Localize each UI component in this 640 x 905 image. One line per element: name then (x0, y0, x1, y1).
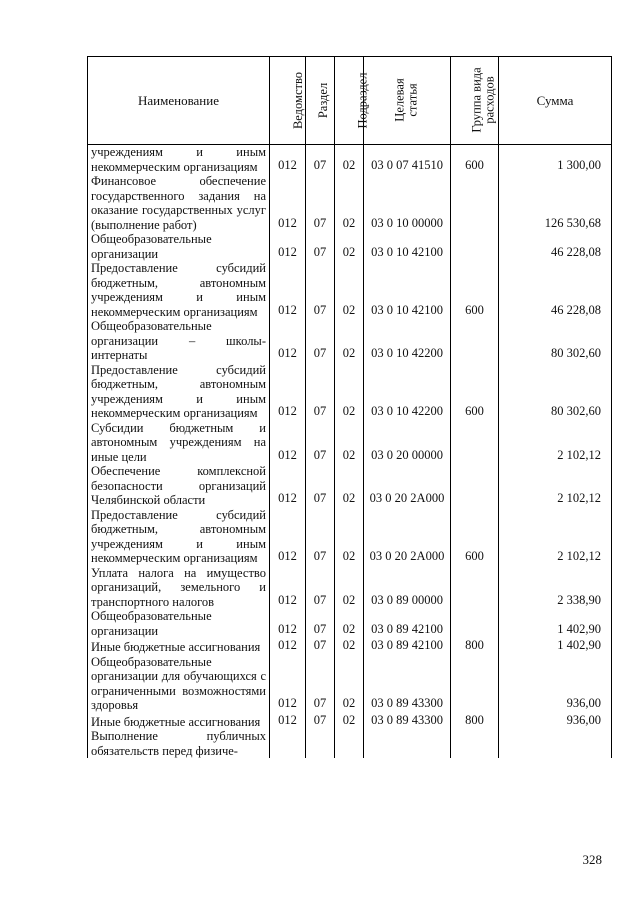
row-section: 07 (306, 464, 335, 508)
row-subsection: 02 (335, 713, 364, 730)
row-group (451, 174, 499, 232)
row-ministry (270, 729, 306, 758)
row-target: 03 0 89 00000 (364, 566, 451, 610)
row-subsection: 02 (335, 232, 364, 261)
row-group (451, 729, 499, 758)
row-section: 07 (306, 638, 335, 655)
row-ministry: 012 (270, 508, 306, 566)
table-row (88, 464, 612, 508)
row-group (451, 232, 499, 261)
row-name: Выполнение публичных обязательств перед физиче- (88, 729, 270, 758)
row-section: 07 (306, 174, 335, 232)
row-name: Финансовое обеспечение государственного задания на оказание государственных услуг (выполнение работ) (88, 174, 270, 232)
row-subsection: 02 (335, 145, 364, 175)
row-sum: 1 402,90 (499, 609, 612, 638)
row-section: 07 (306, 232, 335, 261)
table-row (88, 609, 612, 638)
row-ministry: 012 (270, 464, 306, 508)
row-name: Иные бюджетные ассигнования (88, 713, 270, 730)
row-group: 800 (451, 713, 499, 730)
row-subsection: 02 (335, 464, 364, 508)
table-row (88, 566, 612, 610)
row-ministry: 012 (270, 421, 306, 465)
table-row (88, 319, 612, 363)
table-row (88, 363, 612, 421)
row-sum: 2 338,90 (499, 566, 612, 610)
row-sum: 2 102,12 (499, 421, 612, 465)
row-ministry: 012 (270, 319, 306, 363)
row-section: 07 (306, 145, 335, 175)
row-group: 800 (451, 638, 499, 655)
table-row (88, 638, 612, 655)
row-ministry: 012 (270, 609, 306, 638)
table-row (88, 232, 612, 261)
row-section: 07 (306, 609, 335, 638)
row-subsection: 02 (335, 363, 364, 421)
row-subsection: 02 (335, 421, 364, 465)
row-group: 600 (451, 508, 499, 566)
row-name: Предоставление субсидий бюджетным, автономным учреждениям и иным некоммерческим организациям (88, 363, 270, 421)
row-name: Общеобразовательные организации – школы-интернаты (88, 319, 270, 363)
row-target: 03 0 20 00000 (364, 421, 451, 465)
budget-table (87, 56, 612, 758)
row-name: Общеобразовательные организации для обучающихся с ограниченными возможностями здоровья (88, 655, 270, 713)
row-subsection: 02 (335, 566, 364, 610)
row-sum: 46 228,08 (499, 232, 612, 261)
row-target: 03 0 20 2А000 (364, 508, 451, 566)
table-row (88, 261, 612, 319)
table-row (88, 655, 612, 713)
row-ministry: 012 (270, 566, 306, 610)
row-section: 07 (306, 421, 335, 465)
row-sum: 936,00 (499, 655, 612, 713)
row-sum: 1 402,90 (499, 638, 612, 655)
table-row (88, 729, 612, 758)
row-section: 07 (306, 363, 335, 421)
row-group (451, 655, 499, 713)
row-section: 07 (306, 261, 335, 319)
table-row (88, 713, 612, 730)
header-ministry: Ведомство (270, 57, 306, 145)
row-name: Иные бюджетные ассигнования (88, 638, 270, 655)
row-subsection: 02 (335, 174, 364, 232)
row-group (451, 421, 499, 465)
header-group: Группа вида расходов (451, 57, 499, 145)
row-sum: 80 302,60 (499, 319, 612, 363)
row-sum: 80 302,60 (499, 363, 612, 421)
row-sum: 2 102,12 (499, 464, 612, 508)
header-target: Целевая статья (364, 57, 451, 145)
row-group: 600 (451, 261, 499, 319)
row-name: Уплата налога на имущество организаций, земельного и транспортного налогов (88, 566, 270, 610)
row-section (306, 729, 335, 758)
table-body (88, 145, 612, 759)
row-section: 07 (306, 655, 335, 713)
row-target: 03 0 89 42100 (364, 609, 451, 638)
page-number: 328 (582, 852, 602, 867)
row-target: 03 0 07 41510 (364, 145, 451, 175)
row-subsection: 02 (335, 638, 364, 655)
row-ministry: 012 (270, 655, 306, 713)
row-target: 03 0 20 2А000 (364, 464, 451, 508)
header-sum: Сумма (499, 57, 612, 145)
row-subsection: 02 (335, 609, 364, 638)
row-group (451, 319, 499, 363)
row-name: Субсидии бюджетным и автономным учреждениям на иные цели (88, 421, 270, 465)
row-name: Обеспечение комплексной безопасности организаций Челябинской области (88, 464, 270, 508)
row-target: 03 0 10 42200 (364, 319, 451, 363)
row-name: Предоставление субсидий бюджетным, автономным учреждениям и иным некоммерческим организациям (88, 261, 270, 319)
row-group: 600 (451, 145, 499, 175)
header-section: Раздел (306, 57, 335, 145)
table-row (88, 508, 612, 566)
row-ministry: 012 (270, 363, 306, 421)
row-subsection: 02 (335, 261, 364, 319)
row-subsection: 02 (335, 508, 364, 566)
row-name: Общеобразовательные организации (88, 232, 270, 261)
row-section: 07 (306, 319, 335, 363)
row-sum: 2 102,12 (499, 508, 612, 566)
table-row (88, 174, 612, 232)
row-section: 07 (306, 566, 335, 610)
row-group: 600 (451, 363, 499, 421)
table-row (88, 421, 612, 465)
row-subsection: 02 (335, 655, 364, 713)
row-name: учреждениям и иным некоммерческим организациям (88, 145, 270, 175)
row-sum: 936,00 (499, 713, 612, 730)
row-target: 03 0 89 43300 (364, 655, 451, 713)
row-target: 03 0 10 42100 (364, 261, 451, 319)
row-group (451, 609, 499, 638)
row-ministry: 012 (270, 174, 306, 232)
row-target: 03 0 10 00000 (364, 174, 451, 232)
row-target: 03 0 89 43300 (364, 713, 451, 730)
row-sum: 46 228,08 (499, 261, 612, 319)
row-sum (499, 729, 612, 758)
row-target: 03 0 89 42100 (364, 638, 451, 655)
row-ministry: 012 (270, 638, 306, 655)
row-section: 07 (306, 508, 335, 566)
row-group (451, 464, 499, 508)
row-subsection (335, 729, 364, 758)
row-name: Предоставление субсидий бюджетным, автономным учреждениям и иным некоммерческим организациям (88, 508, 270, 566)
row-ministry: 012 (270, 713, 306, 730)
header-subsection: Подраздел (335, 57, 364, 145)
row-sum: 1 300,00 (499, 145, 612, 175)
header-name: Наименование (88, 57, 270, 145)
row-target: 03 0 10 42100 (364, 232, 451, 261)
row-section: 07 (306, 713, 335, 730)
row-group (451, 566, 499, 610)
row-target (364, 729, 451, 758)
row-name: Общеобразовательные организации (88, 609, 270, 638)
row-subsection: 02 (335, 319, 364, 363)
row-ministry: 012 (270, 145, 306, 175)
row-target: 03 0 10 42200 (364, 363, 451, 421)
table-header (88, 57, 612, 145)
row-sum: 126 530,68 (499, 174, 612, 232)
row-ministry: 012 (270, 261, 306, 319)
row-ministry: 012 (270, 232, 306, 261)
table-row (88, 145, 612, 175)
